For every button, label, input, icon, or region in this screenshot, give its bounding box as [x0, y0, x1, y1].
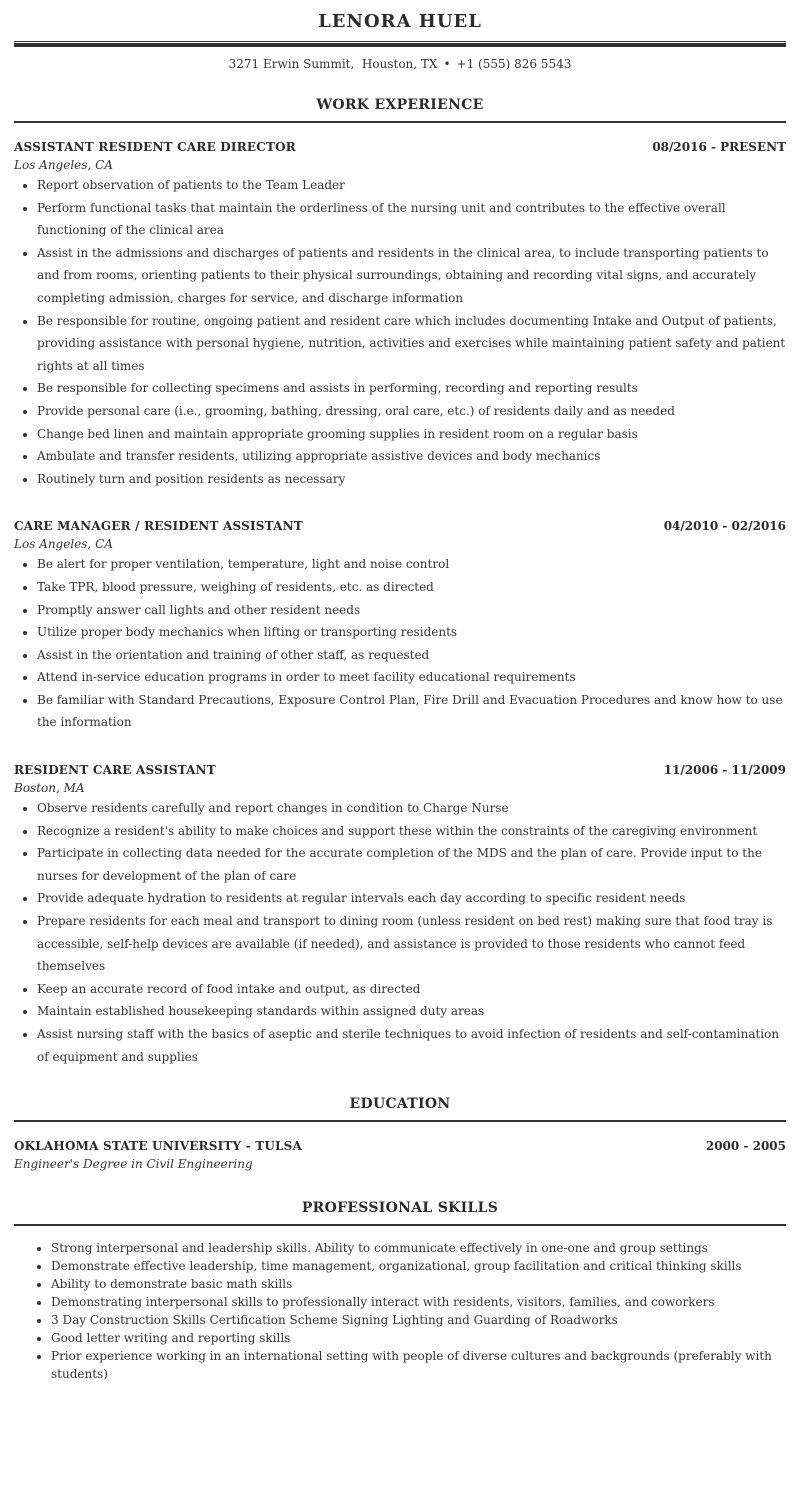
duty-item: • Ambulate and transfer residents, utilizing appropriate assistive devices and body mechanics [37, 445, 786, 468]
job-dates: 08/2016 - PRESENT [652, 140, 786, 154]
duty-item: • Be familiar with Standard Precautions, Exposure Control Plan, Fire Drill and Evacuation Procedures and know how to use the information [37, 689, 786, 734]
job-dates: 04/2010 - 02/2016 [663, 519, 786, 534]
job-title: RESIDENT CARE ASSISTANT [14, 763, 216, 778]
skill-item: • Prior experience working in an international setting with people of diverse cultures and backgrounds (preferably with students) [51, 1348, 786, 1384]
job-location: Los Angeles, CA [14, 537, 113, 552]
work-experience-section [14, 95, 786, 1068]
duty-item: • Routinely turn and position residents as necessary [37, 468, 786, 491]
education-section [14, 1094, 786, 1173]
duty-item: • Recognize a resident's ability to make choices and support these within the constraints of the caregiving environment [37, 820, 786, 843]
job-header [14, 517, 786, 535]
job-title: ASSISTANT RESIDENT CARE DIRECTOR [14, 140, 296, 154]
duty-item: • Be responsible for routine, ongoing patient and resident care which includes documenting Intake and Output of patients, providing assistance with personal hygiene, nutrition, activities and exercises while maintaining patient safety and patient rights at all times [37, 310, 786, 378]
skill-item: • Strong interpersonal and leadership skills. Ability to communicate effectively in one-one and group settings [51, 1240, 786, 1258]
duty-item: • Participate in collecting data needed for the accurate completion of the MDS and the plan of care. Provide input to the nurses for development of the plan of care [37, 842, 786, 887]
duty-list [14, 553, 786, 734]
school-name: OKLAHOMA STATE UNIVERSITY - TULSA [14, 1139, 303, 1154]
job-dates: 11/2006 - 11/2009 [663, 763, 786, 778]
duty-item: • Change bed linen and maintain appropriate grooming supplies in resident room on a regular basis [37, 423, 786, 446]
contact-separator: • [443, 57, 451, 71]
duty-item: • Provide adequate hydration to residents at regular intervals each day according to specific resident needs [37, 887, 786, 910]
duty-item: • Maintain established housekeeping standards within assigned duty areas [37, 1000, 786, 1023]
section-title-education: EDUCATION [14, 1094, 786, 1122]
duty-item: • Prepare residents for each meal and transport to dining room (unless resident on bed rest) making sure that food tray is accessible, self-help devices are available (if needed), and assistance is provided to those residents who cannot feed themselves [37, 910, 786, 978]
skills-section [14, 1198, 786, 1383]
duty-item: • Be alert for proper ventilation, temperature, light and noise control [37, 553, 786, 576]
job-entry [14, 761, 786, 1068]
duty-item: • Assist in the admissions and discharges of patients and residents in the clinical area, to include transporting patients to and from rooms, orienting patients to their physical surroundings, obtaining and recording vital signs, and accurately completing admission, charges for service, and discharge information [37, 242, 786, 310]
duty-item: • Perform functional tasks that maintain the orderliness of the nursing unit and contributes to the effective overall functioning of the clinical area [37, 197, 786, 242]
contact-line [14, 55, 786, 73]
skill-item: • Demonstrating interpersonal skills to professionally interact with residents, visitors, families, and coworkers [51, 1294, 786, 1312]
duty-item: • Provide personal care (i.e., grooming, bathing, dressing, oral care, etc.) of residents daily and as needed [37, 400, 786, 423]
skill-item: • 3 Day Construction Skills Certification Scheme Signing Lighting and Guarding of Roadworks [51, 1312, 786, 1330]
section-title-professional-skills: PROFESSIONAL SKILLS [14, 1198, 786, 1226]
job-entry [14, 517, 786, 734]
job-header [14, 761, 786, 779]
job-location: Los Angeles, CA [14, 158, 113, 172]
job-title: CARE MANAGER / RESIDENT ASSISTANT [14, 519, 303, 534]
header-divider [14, 41, 786, 44]
education-entry [14, 1137, 786, 1173]
skill-item: • Demonstrate effective leadership, time management, organizational, group facilitation and critical thinking skills [51, 1258, 786, 1276]
candidate-name: LENORA HUEL [318, 11, 482, 32]
skill-item: • Good letter writing and reporting skills [51, 1330, 786, 1348]
skill-item: • Ability to demonstrate basic math skills [51, 1276, 786, 1294]
duty-list [14, 174, 786, 490]
phone: +1 (555) 826 5543 [456, 57, 572, 71]
duty-item: • Attend in-service education programs in order to meet facility educational requirements [37, 666, 786, 689]
duty-item: • Observe residents carefully and report changes in condition to Charge Nurse [37, 797, 786, 820]
skills-list [14, 1240, 786, 1383]
duty-item: • Utilize proper body mechanics when lifting or transporting residents [37, 621, 786, 644]
duty-item: • Assist in the orientation and training of other staff, as requested [37, 644, 786, 667]
duty-item: • Promptly answer call lights and other resident needs [37, 599, 786, 622]
job-entry [14, 138, 786, 490]
duty-item: • Report observation of patients to the Team Leader [37, 174, 786, 197]
duty-list [14, 797, 786, 1068]
duty-item: • Assist nursing staff with the basics of aseptic and sterile techniques to avoid infection of residents and self-contamination of equipment and supplies [37, 1023, 786, 1068]
education-header [14, 1137, 786, 1155]
section-title-work-experience: WORK EXPERIENCE [14, 95, 786, 123]
job-header [14, 138, 786, 156]
resume-page [14, 0, 786, 1383]
duty-item: • Keep an accurate record of food intake and output, as directed [37, 978, 786, 1001]
address: 3271 Erwin Summit, Houston, TX [228, 57, 438, 71]
duty-item: • Be responsible for collecting specimens and assists in performing, recording and reporting results [37, 377, 786, 400]
job-location: Boston, MA [14, 781, 85, 796]
duty-item: • Take TPR, blood pressure, weighing of residents, etc. as directed [37, 576, 786, 599]
education-dates: 2000 - 2005 [705, 1139, 786, 1154]
degree: Engineer's Degree in Civil Engineering [14, 1157, 253, 1172]
